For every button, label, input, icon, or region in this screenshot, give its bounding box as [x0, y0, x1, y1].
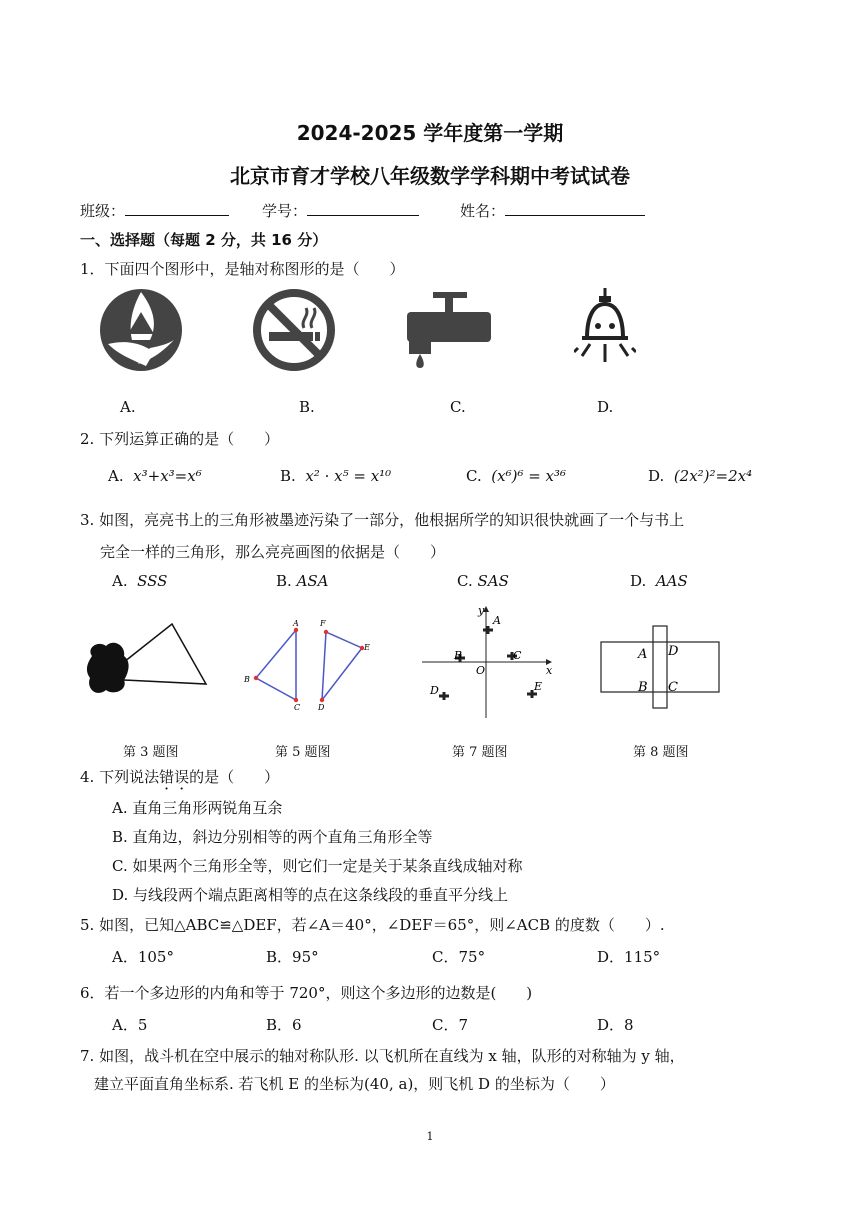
q2-option-c-expr: (x⁶)⁶ = x³⁶ — [491, 467, 567, 485]
fig7-label-o: O — [476, 664, 486, 677]
q5-stem: 5. 如图，已知△ABC≌△DEF，若∠A＝40°，∠DEF＝65°，则∠ACB 的度数（ ）. — [80, 916, 665, 934]
q3-stem-line2: 完全一样的三角形，那么亮亮画图的依据是（ ） — [100, 543, 446, 561]
q2-option-d-expr: (2x²)²=2x⁴ — [673, 467, 753, 485]
q6-option-d: D．8 — [597, 1016, 634, 1034]
fig5-caption: 第 5 题图 — [275, 745, 331, 760]
student-id-field — [262, 200, 419, 221]
q5-option-b: B．95° — [266, 948, 319, 966]
fig7-label-b: B — [454, 649, 463, 662]
q4-option-b: B. 直角边，斜边分别相等的两个直角三角形全等 — [112, 828, 433, 846]
q5-option-d: D．115° — [597, 948, 661, 966]
q1-option-a: A. — [120, 398, 136, 416]
q2-stem: 2. 下列运算正确的是（ ） — [80, 430, 280, 448]
fig8-label-c: C — [668, 680, 678, 695]
fig5-label-f: F — [320, 619, 326, 628]
q1-option-b: B. — [299, 398, 315, 416]
q3-option-d: D. AAS — [630, 572, 688, 590]
fig7-label-y: y — [478, 604, 485, 617]
fig8-label-d: D — [668, 644, 679, 659]
q4-emphasis-1: 错 — [159, 768, 175, 786]
fig7-label-e: E — [534, 680, 543, 693]
q6-stem: 6．若一个多边形的内角和等于 720°，则这个多边形的边数是( ) — [80, 984, 533, 1002]
figure-8-overlapping-strips — [598, 624, 722, 710]
q5-option-a: A．105° — [112, 948, 174, 966]
fig8-label-a: A — [638, 647, 648, 662]
fig5-label-e: E — [364, 643, 370, 652]
q3-stem-line1: 3. 如图，亮亮书上的三角形被墨迹污染了一部分，他根据所学的知识很快就画了一个与书上 — [80, 511, 685, 529]
no-smoking-icon — [252, 288, 336, 372]
fig7-label-a: A — [493, 614, 501, 627]
fig8-caption: 第 8 题图 — [633, 745, 689, 760]
q4-stem: 4. 下列说法错误的是（ ） — [80, 768, 280, 786]
q6-option-b: B．6 — [266, 1016, 302, 1034]
q1-option-d: D. — [597, 398, 614, 416]
q5-option-c: C．75° — [432, 948, 486, 966]
q2-option-a: A. x³+x³=x⁶ — [108, 467, 202, 485]
q3-option-b: B. ASA — [276, 572, 329, 590]
student-id-blank — [307, 201, 419, 216]
q2-option-d: D. (2x²)²=2x⁴ — [648, 467, 753, 485]
fig7-caption: 第 7 题图 — [452, 745, 508, 760]
q2-option-a-expr: x³+x³=x⁶ — [133, 467, 202, 485]
exam-title-line1: 2024-2025 学年度第一学期 — [296, 121, 564, 145]
q4-emphasis-2: 误 — [174, 768, 190, 786]
triangle-swirl-logo-icon — [98, 288, 184, 372]
q1-stem: 1．下面四个图形中，是轴对称图形的是（ ） — [80, 260, 405, 278]
fig5-label-b: B — [244, 675, 250, 684]
name-blank — [505, 201, 645, 216]
figure-5-congruent-triangles — [240, 618, 376, 710]
fig7-label-d: D — [430, 684, 439, 697]
pendant-lamp-icon — [574, 286, 636, 372]
figure-3-blotted-triangle — [84, 620, 210, 702]
q6-option-a: A．5 — [112, 1016, 148, 1034]
q1-option-c: C. — [450, 398, 466, 416]
class-field — [80, 200, 229, 221]
q2-option-b-expr: x² · x⁵ = x¹⁰ — [305, 467, 392, 485]
class-blank — [125, 201, 229, 216]
q4-option-a: A. 直角三角形两锐角互余 — [112, 799, 283, 817]
q3-option-a: A. SSS — [112, 572, 168, 590]
fig8-label-b: B — [638, 680, 648, 695]
q4-option-d: D. 与线段两个端点距离相等的点在这条线段的垂直平分线上 — [112, 886, 509, 904]
name-label: 姓名： — [460, 202, 506, 220]
fig5-label-c: C — [294, 703, 301, 710]
q6-option-c: C．7 — [432, 1016, 469, 1034]
q2-option-b: B. x² · x⁵ = x¹⁰ — [280, 467, 392, 485]
q7-stem-line2: 建立平面直角坐标系. 若飞机 E 的坐标为(40, a)，则飞机 D 的坐标为（ ） — [94, 1075, 615, 1093]
class-label: 班级： — [80, 202, 126, 220]
section-heading: 一、选择题（每题 2 分，共 16 分） — [80, 231, 328, 249]
figure-7-jet-formation — [420, 604, 556, 720]
page-number: 1 — [426, 1130, 434, 1143]
fig7-label-c: C — [513, 649, 522, 662]
q2-option-c: C. (x⁶)⁶ = x³⁶ — [466, 467, 567, 485]
student-id-label: 学号： — [262, 202, 308, 220]
water-faucet-icon — [405, 288, 493, 372]
fig7-label-x: x — [546, 664, 553, 677]
name-field — [460, 200, 645, 221]
q3-option-c: C. SAS — [457, 572, 509, 590]
fig5-label-a: A — [293, 619, 299, 628]
fig5-label-d: D — [318, 703, 325, 710]
q4-option-c: C. 如果两个三角形全等，则它们一定是关于某条直线成轴对称 — [112, 857, 523, 875]
q7-stem-line1: 7. 如图，战斗机在空中展示的轴对称队形. 以飞机所在直线为 x 轴，队形的对称轴为 y 轴， — [80, 1047, 685, 1065]
exam-title-line2: 北京市育才学校八年级数学学科期中考试试卷 — [230, 164, 630, 188]
fig3-caption: 第 3 题图 — [123, 745, 179, 760]
